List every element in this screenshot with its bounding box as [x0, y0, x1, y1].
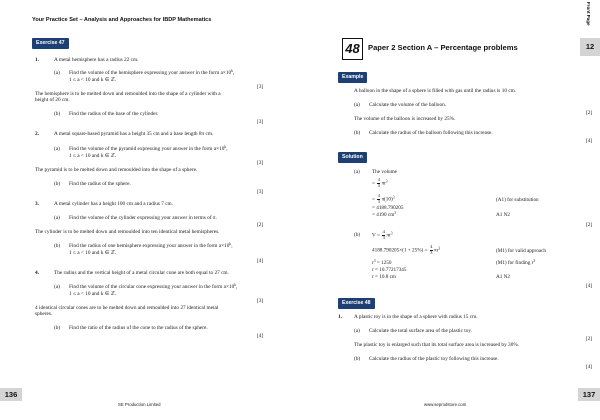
marks: [3]	[257, 298, 264, 304]
part-label: (b)	[54, 111, 61, 117]
solution-line: = 4190 $cm^3$	[372, 211, 397, 218]
question-number: 4.	[35, 270, 39, 276]
solution-line: = $\frac{4}{3}$ $\pi r^3$	[372, 177, 388, 188]
part-condition: 1 ≤ a < 10 and k ∈ ℤ.	[69, 77, 116, 83]
part-label: (b)	[54, 243, 61, 249]
part-text: Find the radius of one hemisphere expressing your answer in the form $a\times 10^k$,	[69, 242, 233, 249]
chapter-tab: 12	[580, 38, 600, 56]
solution-line: 4188.790205×(1 + 25%) = $\frac{4}{3}$ $\pi r^3$	[372, 244, 441, 255]
marks: [3]	[257, 119, 264, 125]
question-text: A plastic toy is in the shape of a sphere with radius 15 cm.	[354, 314, 478, 320]
part-label: (a)	[354, 328, 360, 334]
bridge-text: 4 identical circular cones are to be melted down and remoulded into 27 identical metal	[35, 305, 219, 311]
part-text: Find the radius of the sphere.	[69, 181, 131, 187]
part-text: Calculate the volume of the balloon.	[369, 102, 447, 108]
book-header: Your Practice Set – Analysis and Approaches for IBDP Mathematics	[32, 17, 212, 23]
part-text: Calculate the radius of the balloon following this increase.	[369, 130, 493, 136]
exercise-badge: Exercise 48	[338, 298, 375, 309]
marks: [4]	[586, 364, 593, 370]
part-text: Find the radius of the base of the cylinder.	[69, 111, 159, 117]
part-label: (a)	[54, 70, 60, 76]
question-number: 1.	[35, 57, 39, 63]
part-label: (a)	[54, 215, 60, 221]
part-condition: 1 ≤ a < 10 and k ∈ ℤ.	[69, 153, 116, 159]
part-label: (b)	[54, 181, 61, 187]
part-text: Find the volume of the cylinder expressing your answer in terms of π.	[69, 215, 217, 221]
solution-line: = 4188.790205	[372, 205, 404, 211]
marks: [3]	[257, 160, 264, 166]
solution-line: $r^3 = 1250$	[372, 259, 392, 266]
marks: [3]	[257, 84, 264, 90]
part-label: (a)	[54, 146, 60, 152]
part-text: Calculate the radius of the plastic toy following this increase.	[369, 356, 499, 362]
marks: [2]	[586, 110, 593, 116]
bridge-text: The pyramid is to be melted down and remoulded into the shape of a sphere.	[35, 167, 198, 173]
part-label: (b)	[54, 325, 61, 331]
bridge-text: The cylinder is to be melted down and remoulded into ten identical metal hemispheres.	[35, 229, 220, 235]
chapter-title: Paper 2 Section A – Percentage problems	[368, 43, 518, 52]
solution-line: V = $\frac{4}{3}$ $\pi r^3$	[372, 229, 393, 240]
part-label: (b)	[354, 356, 361, 362]
chapter-number: 48	[342, 38, 363, 60]
example-badge: Example	[338, 72, 367, 83]
part-label: (b)	[354, 130, 361, 136]
part-label: (a)	[54, 284, 60, 290]
marking-note: A1 N2	[496, 212, 510, 218]
solution-badge: Solution	[338, 152, 367, 163]
solution-line: r = 10.77217345	[372, 267, 407, 273]
marks: [2]	[257, 222, 264, 228]
part-condition: 1 ≤ a < 10 and k ∈ ℤ.	[69, 291, 116, 297]
marks: [4]	[257, 258, 264, 264]
example-text: A balloon in the shape of a sphere is filled with gas until the radius is 10 cm.	[354, 88, 517, 94]
question-text: A metal square-based pyramid has a height 35 cm and a base length 8π cm.	[54, 131, 214, 137]
question-number: 1.	[338, 314, 342, 320]
bridge-text: The hemisphere is to be melted down and remoulded into the shape of a cylinder with a	[35, 91, 221, 97]
solution-line: The volume	[372, 169, 397, 175]
solution-part-label: (b)	[354, 232, 361, 238]
question-number: 3.	[35, 201, 39, 207]
bridge-text: The volume of the balloon is increased by 25%.	[354, 116, 456, 122]
page-number: 137	[578, 388, 600, 401]
part-text: Find the volume of the circular cone expressing your answer in the form $a\times 10^k$,	[69, 283, 238, 290]
marks: [4]	[586, 138, 593, 144]
part-text: Find the volume of the hemisphere expressing your answer in the form $a\times 10^k$,	[69, 69, 235, 76]
question-number: 2.	[35, 131, 39, 137]
bridge-text: height of 26 cm.	[35, 97, 70, 103]
marking-note: A1 N2	[496, 274, 510, 280]
page-footer: SE Production Limited	[118, 402, 161, 407]
marks: [2]	[586, 222, 593, 228]
question-text: A metal hemisphere has a radius 22 cm.	[54, 57, 139, 63]
page-footer: www.seprodstore.com	[424, 402, 467, 407]
solution-part-label: (a)	[354, 169, 360, 175]
part-condition: 1 ≤ a < 10 and k ∈ ℤ.	[69, 250, 116, 256]
exercise-badge: Exercise 47	[32, 38, 69, 49]
solution-line: r = 10.8 cm	[372, 274, 396, 280]
right-page	[300, 0, 600, 420]
part-label: (a)	[354, 102, 360, 108]
question-text: A metal cylinder has a height 100 cm and a radius 7 cm.	[54, 201, 173, 207]
bridge-text: spheres.	[35, 311, 53, 317]
marks: [3]	[257, 189, 264, 195]
marking-note: (M1) for finding $r^3$	[496, 259, 536, 266]
page-number: 136	[0, 388, 22, 401]
part-text: Find the ratio of the radius of the cone to the radius of the sphere.	[69, 325, 208, 331]
marks: [4]	[257, 333, 264, 339]
side-label: Front Page	[586, 2, 591, 26]
part-text: Find the volume of the pyramid expressing your answer in the form $a\times 10^k$,	[69, 145, 228, 152]
marks: [4]	[586, 283, 593, 289]
solution-line: = $\frac{4}{3}$ $\pi(10)^3$	[372, 193, 395, 204]
part-text: Calculate the total surface area of the plastic toy.	[369, 328, 473, 334]
bridge-text: The plastic toy is enlarged such that its total surface area is increased by 30%.	[354, 342, 520, 348]
question-text: The radius and the vertical height of a metal circular cone are both equal to 27 cm.	[54, 270, 229, 276]
marks: [2]	[586, 336, 593, 342]
marking-note: (A1) for substitution	[496, 197, 539, 203]
marking-note: (M1) for valid approach	[496, 248, 546, 254]
